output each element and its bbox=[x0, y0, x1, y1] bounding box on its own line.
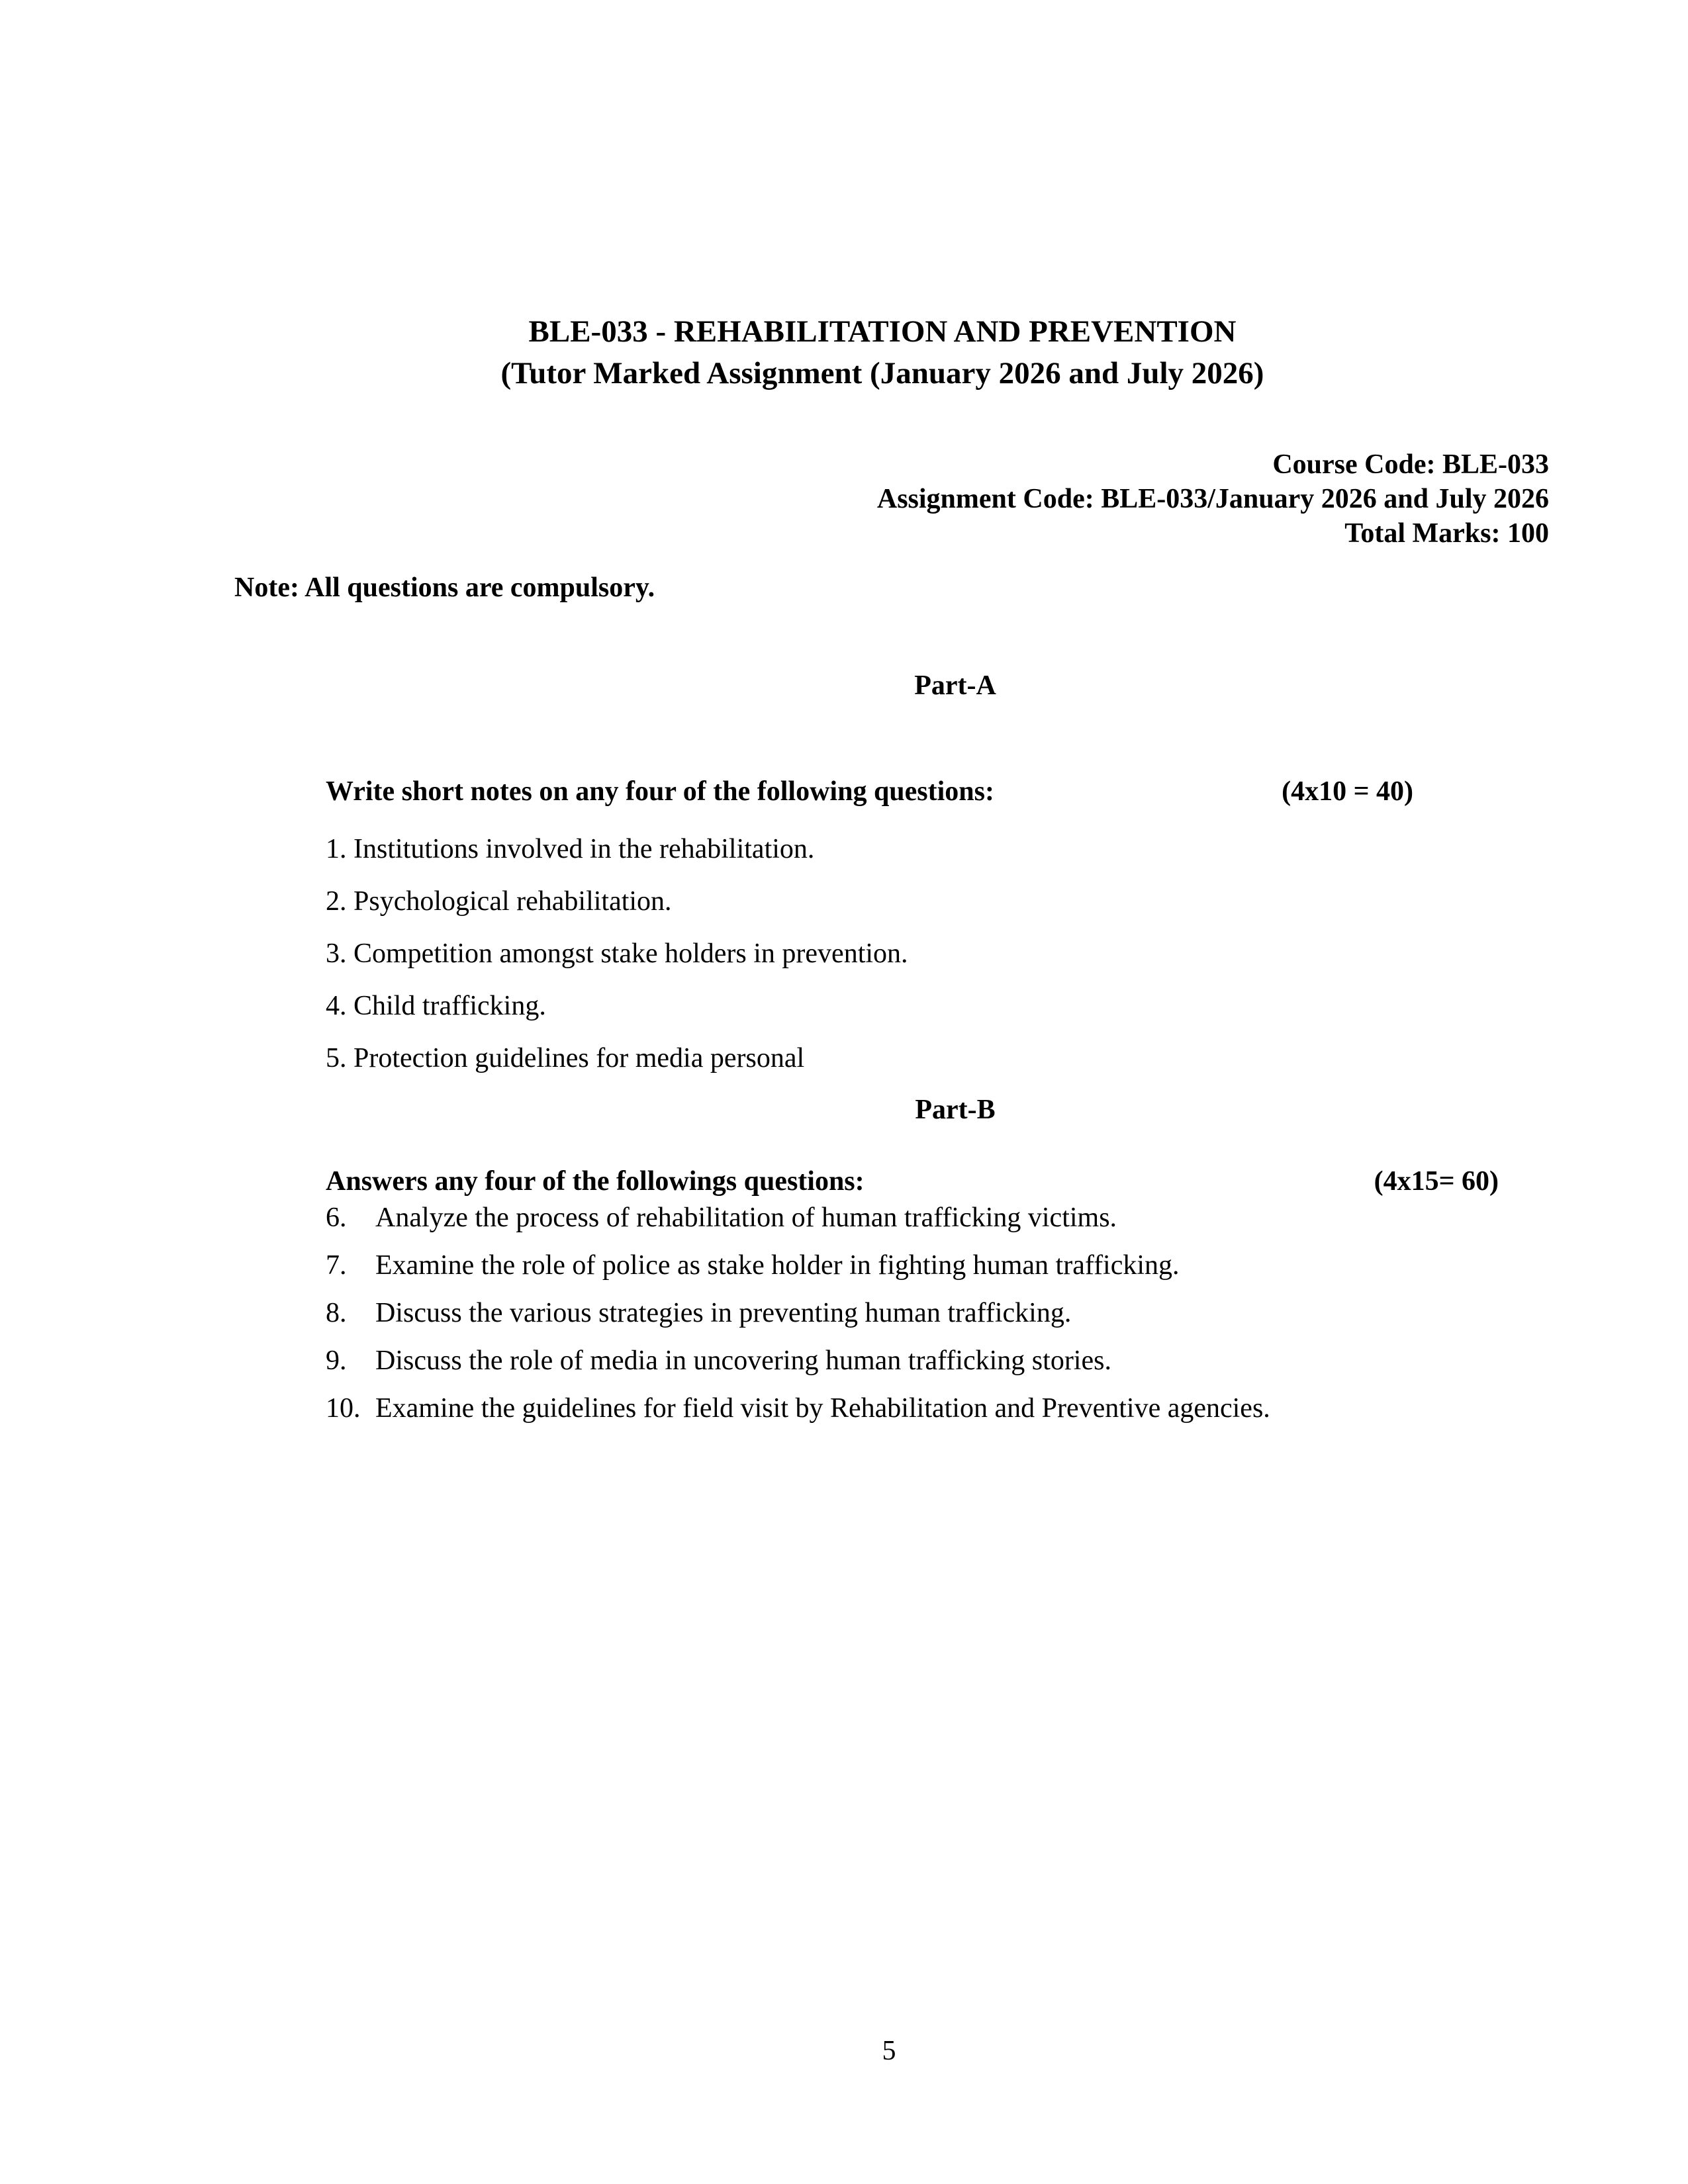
question-10-text: Examine the guidelines for field visit by Rehabilitation and Preventive agencies. bbox=[375, 1393, 1270, 1424]
question-3: 3. Competition amongst stake holders in prevention. bbox=[326, 938, 908, 969]
total-marks: Total Marks: 100 bbox=[1344, 518, 1549, 549]
part-a-instruction: Write short notes on any four of the following questions: bbox=[326, 776, 994, 807]
question-10-number: 10. bbox=[326, 1393, 361, 1424]
question-7-number: 7. bbox=[326, 1250, 347, 1281]
question-8-number: 8. bbox=[326, 1298, 347, 1328]
question-9-number: 9. bbox=[326, 1345, 347, 1376]
part-a-question-list bbox=[326, 833, 1688, 1075]
question-5: 5. Protection guidelines for media personal bbox=[326, 1043, 805, 1073]
question-7-text: Examine the role of police as stake holder in fighting human trafficking. bbox=[375, 1250, 1180, 1281]
question-9 bbox=[326, 1344, 1688, 1377]
course-code: Course Code: BLE-033 bbox=[1272, 449, 1549, 480]
question-6-text: Analyze the process of rehabilitation of human trafficking victims. bbox=[375, 1203, 1117, 1233]
part-b-instruction-row bbox=[326, 1164, 1499, 1199]
question-1: 1. Institutions involved in the rehabilitation. bbox=[326, 834, 815, 864]
question-2: 2. Psychological rehabilitation. bbox=[326, 886, 672, 917]
part-a-instruction-row bbox=[326, 774, 1413, 809]
part-b-heading: Part-B bbox=[915, 1095, 996, 1125]
question-10 bbox=[326, 1392, 1688, 1425]
part-a-heading: Part-A bbox=[914, 670, 996, 701]
part-b-marks: (4x15= 60) bbox=[1374, 1166, 1499, 1197]
question-6 bbox=[326, 1201, 1688, 1234]
title-line-1: BLE-033 - REHABILITATION AND PREVENTION bbox=[528, 314, 1237, 349]
question-8-text: Discuss the various strategies in preventing human trafficking. bbox=[375, 1298, 1072, 1328]
part-b-instruction: Answers any four of the followings questions: bbox=[326, 1166, 865, 1197]
question-4: 4. Child trafficking. bbox=[326, 991, 546, 1021]
part-a-marks: (4x10 = 40) bbox=[1282, 776, 1413, 807]
question-9-text: Discuss the role of media in uncovering human trafficking stories. bbox=[375, 1345, 1111, 1376]
page-number: 5 bbox=[882, 2036, 896, 2066]
document-title bbox=[234, 0, 1530, 394]
question-7 bbox=[326, 1249, 1688, 1282]
header-codes-block bbox=[0, 447, 1549, 551]
note-line: Note: All questions are compulsory. bbox=[234, 572, 655, 603]
assignment-code: Assignment Code: BLE-033/January 2026 and July 2026 bbox=[876, 484, 1549, 514]
question-8 bbox=[326, 1297, 1688, 1330]
question-6-number: 6. bbox=[326, 1203, 347, 1233]
title-line-2: (Tutor Marked Assignment (January 2026 and July 2026) bbox=[500, 356, 1264, 390]
part-b-question-list bbox=[326, 1201, 1688, 1425]
